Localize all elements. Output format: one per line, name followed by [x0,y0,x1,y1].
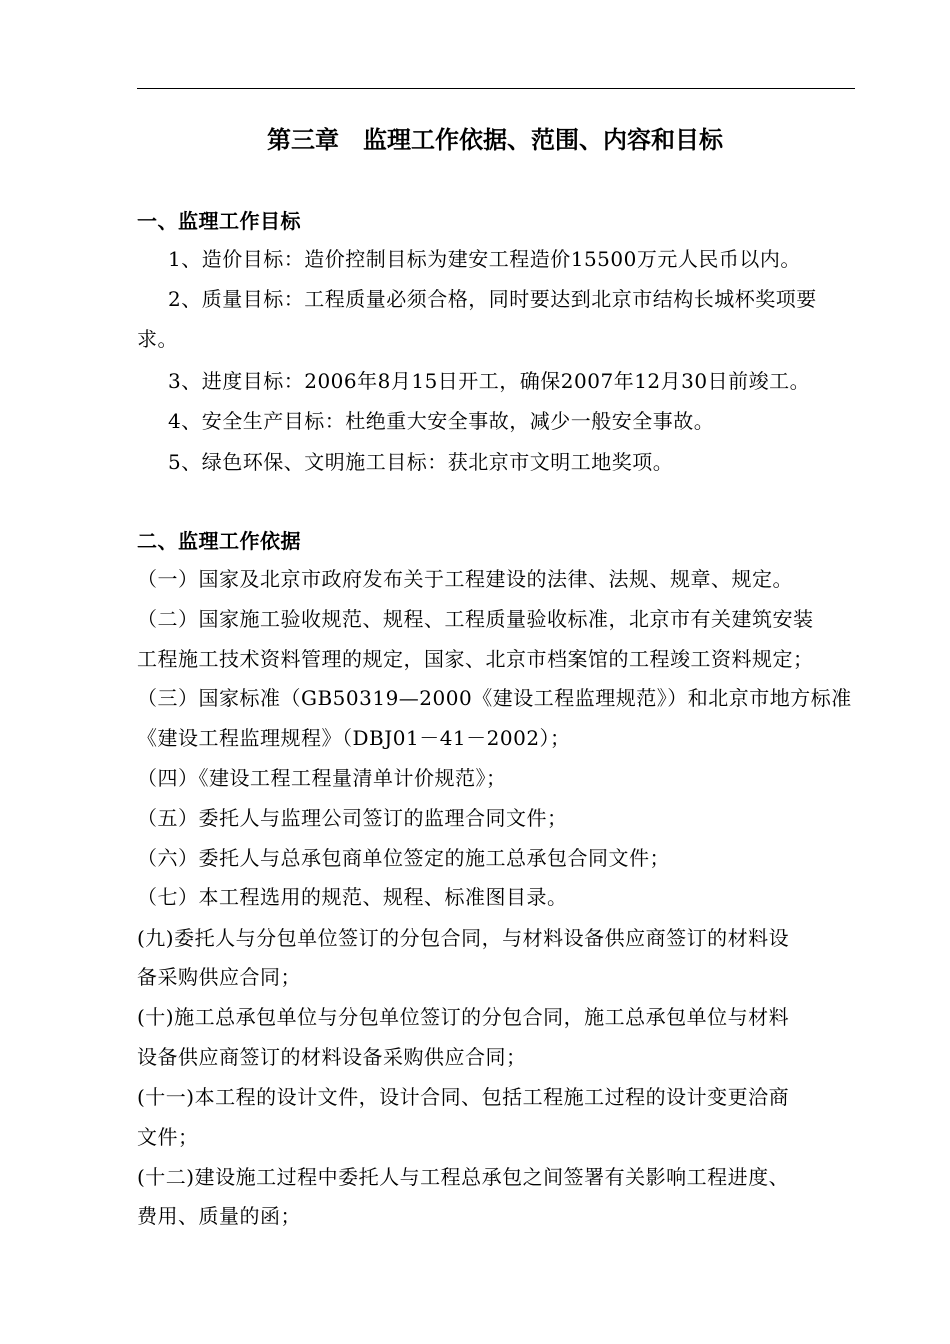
basis-line: （六）委托人与总承包商单位签定的施工总承包合同文件； [137,846,670,870]
basis-line: （四）《建设工程工程量清单计价规范》； [137,766,507,790]
goal-quality: 2、质量目标：工程质量必须合格，同时要达到北京市结构长城杯奖项要 [168,287,817,311]
basis-line: (九)委托人与分包单位签订的分包合同，与材料设备供应商签订的材料设 [137,926,790,950]
section-heading-goals: 一、监理工作目标 [137,209,301,233]
basis-line: (十一)本工程的设计文件，设计合同、包括工程施工过程的设计变更洽商 [137,1085,790,1109]
basis-line: (十)施工总承包单位与分包单位签订的分包合同，施工总承包单位与材料 [137,1005,790,1029]
header-rule [137,88,855,89]
goal-schedule: 3、进度目标：2006年8月15日开工，确保2007年12月30日前竣工。 [168,369,811,393]
basis-line: 工程施工技术资料管理的规定，国家、北京市档案馆的工程竣工资料规定； [137,647,814,671]
basis-line: 设备供应商签订的材料设备采购供应合同； [137,1045,527,1069]
section-heading-basis: 二、监理工作依据 [137,529,301,553]
basis-line: （五）委托人与监理公司签订的监理合同文件； [137,806,568,830]
goal-environment: 5、绿色环保、文明施工目标：获北京市文明工地奖项。 [168,450,674,474]
basis-line: 《建设工程监理规程》（DBJ01－41－2002）； [137,726,571,750]
goal-quality-continued: 求。 [137,327,178,351]
basis-line: 备采购供应合同； [137,965,301,989]
goal-cost: 1、造价目标：造价控制目标为建安工程造价15500万元人民币以内。 [168,247,801,271]
goal-safety: 4、安全生产目标：杜绝重大安全事故，减少一般安全事故。 [168,409,715,433]
basis-line: （三）国家标准（GB50319—2000《建设工程监理规范》）和北京市地方标准 [137,686,852,710]
basis-line: （一）国家及北京市政府发布关于工程建设的法律、法规、规章、规定。 [137,567,793,591]
basis-line: (十二)建设施工过程中委托人与工程总承包之间签署有关影响工程进度、 [137,1165,790,1189]
chapter-title: 第三章 监理工作依据、范围、内容和目标 [267,126,723,154]
basis-line: （二）国家施工验收规范、规程、工程质量验收标准，北京市有关建筑安装 [137,607,814,631]
basis-line: （七）本工程选用的规范、规程、标准图目录。 [137,885,568,909]
basis-line: 费用、质量的函； [137,1204,301,1228]
basis-line: 文件； [137,1125,199,1149]
